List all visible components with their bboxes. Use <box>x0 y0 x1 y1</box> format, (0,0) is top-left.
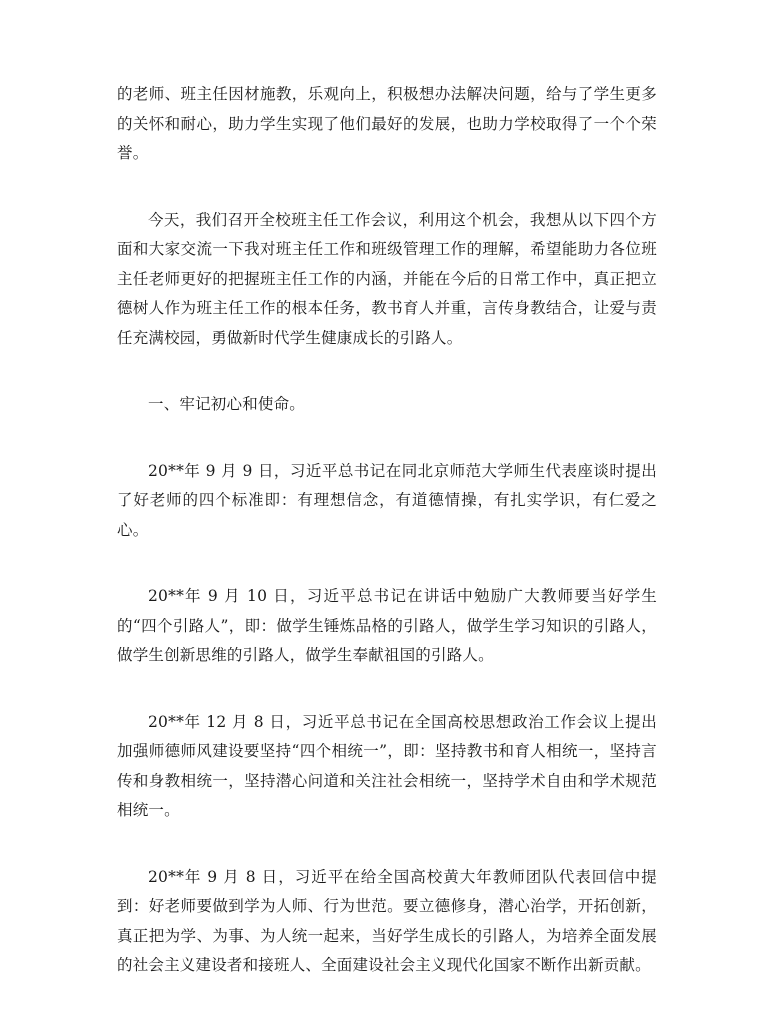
section-heading-mission: 一、牢记初心和使命。 <box>148 395 306 413</box>
paragraph-four-standards: 20**年 9 月 9 日，习近平总书记在同北京师范大学师生代表座谈时提出了好老师的四个标准即：有理想信念，有道德情操，有扎实学识，有仁爱之心。 <box>117 461 657 539</box>
paragraph-four-guides: 20**年 9 月 10 日，习近平总书记在讲话中勉励广大教师要当好学生的“四个引路人”，即：做学生锤炼品格的引路人，做学生学习知识的引路人，做学生创新思维的引路人，做学生奉献祖国的引路人。 <box>117 587 657 664</box>
paragraph-four-unities: 20**年 12 月 8 日，习近平总书记在全国高校思想政治工作会议上提出加强师德师风建设要坚持“四个相统一”，即：坚持教书和育人相统一，坚持言传和身教相统一，坚持潜心问道和关注社会相统一，坚持学术自由和学术规范相统一。 <box>117 712 657 819</box>
document-page <box>117 80 657 1018</box>
paragraph-reply-letter: 20**年 9 月 8 日，习近平在给全国高校黄大年教师团队代表回信中提到：好老师要做到学为人师、行为世范。要立德修身，潜心治学，开拓创新，真正把为学、为事、为人统一起来，当好学生成长的引路人，为培养全面发展的社会主义建设者和接班人、全面建设社会主义现代化国家不断作出新贡献。 <box>117 867 657 974</box>
paragraph-continuation: 的老师、班主任因材施教，乐观向上，积极想办法解决问题，给与了学生更多的关怀和耐心，助力学生实现了他们最好的发展，也助力学校取得了一个个荣誉。 <box>117 85 657 162</box>
paragraph-meeting-intro: 今天，我们召开全校班主任工作会议，利用这个机会，我想从以下四个方面和大家交流一下我对班主任工作和班级管理工作的理解，希望能助力各位班主任老师更好的把握班主任工作的内涵，并能在今后的日常工作中，真正把立德树人作为班主任工作的根本任务，教书育人并重，言传身教结合，让爱与责任充满校园，勇做新时代学生健康成长的引路人。 <box>117 210 657 347</box>
